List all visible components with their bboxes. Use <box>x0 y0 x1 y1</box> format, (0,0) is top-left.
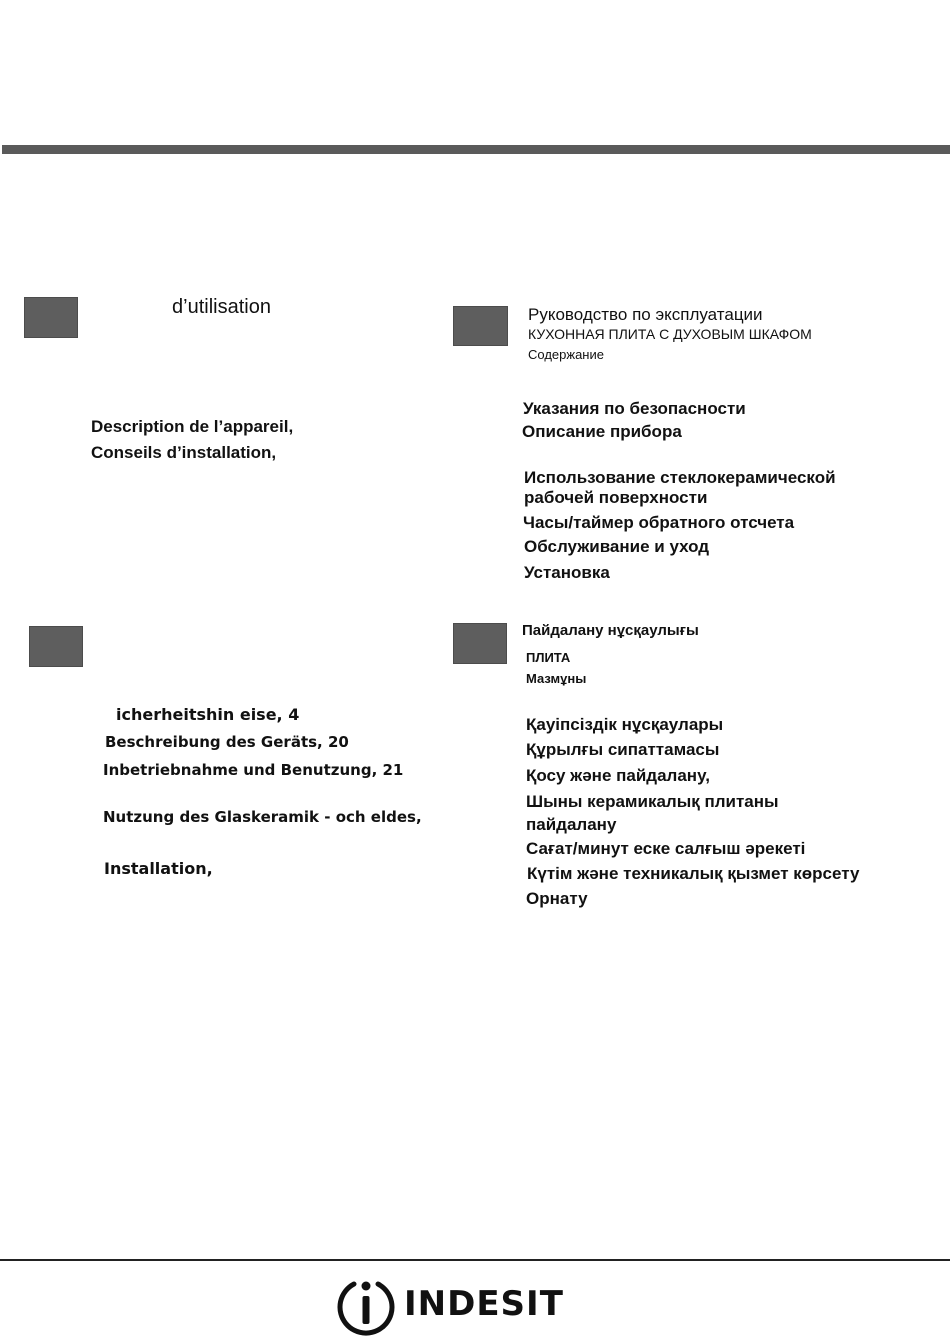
french-title: d’utilisation <box>172 296 271 318</box>
kazakh-toc-item[interactable]: пайдалану <box>526 815 617 834</box>
russian-toc-item[interactable]: Описание прибора <box>522 422 682 441</box>
header-rule <box>2 145 950 154</box>
kazakh-toc-item[interactable]: Қауіпсіздік нұсқаулары <box>526 715 724 734</box>
german-toc-item[interactable]: Beschreibung des Geräts, 20 <box>105 733 349 751</box>
kazakh-toc-item[interactable]: Қосу және пайдалану, <box>526 766 710 785</box>
russian-toc-item[interactable]: Часы/таймер обратного отсчета <box>523 513 795 532</box>
russian-language-badge <box>453 306 508 346</box>
indesit-logo <box>334 1272 564 1336</box>
german-toc-item[interactable]: Nutzung des Glaskeramik - och eldes, <box>103 808 422 826</box>
russian-subtitle: КУХОННАЯ ПЛИТА С ДУХОВЫМ ШКАФОМ <box>528 326 812 342</box>
french-toc-item[interactable]: Conseils d’installation, <box>91 443 277 462</box>
german-toc-item[interactable]: Inbetriebnahme und Benutzung, 21 <box>103 761 404 779</box>
german-toc-item[interactable]: Installation, <box>104 859 213 878</box>
russian-toc-item[interactable]: Обслуживание и уход <box>524 537 710 556</box>
kazakh-toc-item[interactable]: Шыны керамикалық плитаны <box>526 792 779 811</box>
german-toc-item[interactable]: icherheitshin eise, 4 <box>116 705 300 724</box>
german-language-badge <box>29 626 83 667</box>
kazakh-toc-item[interactable]: Күтім және техникалық қызмет көрсету <box>527 864 860 883</box>
kazakh-subtitle: ПЛИТА <box>526 650 571 665</box>
french-language-badge <box>24 297 78 338</box>
russian-toc-item[interactable]: Использование стеклокерамической <box>524 468 836 487</box>
indesit-emblem-icon <box>334 1272 398 1336</box>
french-toc-item[interactable]: Description de l’appareil, <box>91 417 294 436</box>
russian-toc-item[interactable]: рабочей поверхности <box>524 488 708 507</box>
kazakh-toc-item[interactable]: Құрылғы сипаттамасы <box>526 740 720 759</box>
footer-rule <box>0 1259 950 1261</box>
russian-toc-item[interactable]: Установка <box>524 563 610 582</box>
russian-title: Руководство по эксплуатации <box>528 305 763 324</box>
brand-wordmark: INDESIT <box>404 1284 564 1324</box>
kazakh-title: Пайдалану нұсқаулығы <box>522 622 699 639</box>
kazakh-toc-item[interactable]: Сағат/минут еске салғыш әрекеті <box>526 839 806 858</box>
kazakh-toc-item[interactable]: Орнату <box>526 889 588 908</box>
russian-toc-item[interactable]: Указания по безопасности <box>523 399 746 418</box>
kazakh-language-badge <box>453 623 507 664</box>
kazakh-contents-label: Мазмұны <box>526 671 587 686</box>
russian-contents-label: Содержание <box>528 347 604 362</box>
